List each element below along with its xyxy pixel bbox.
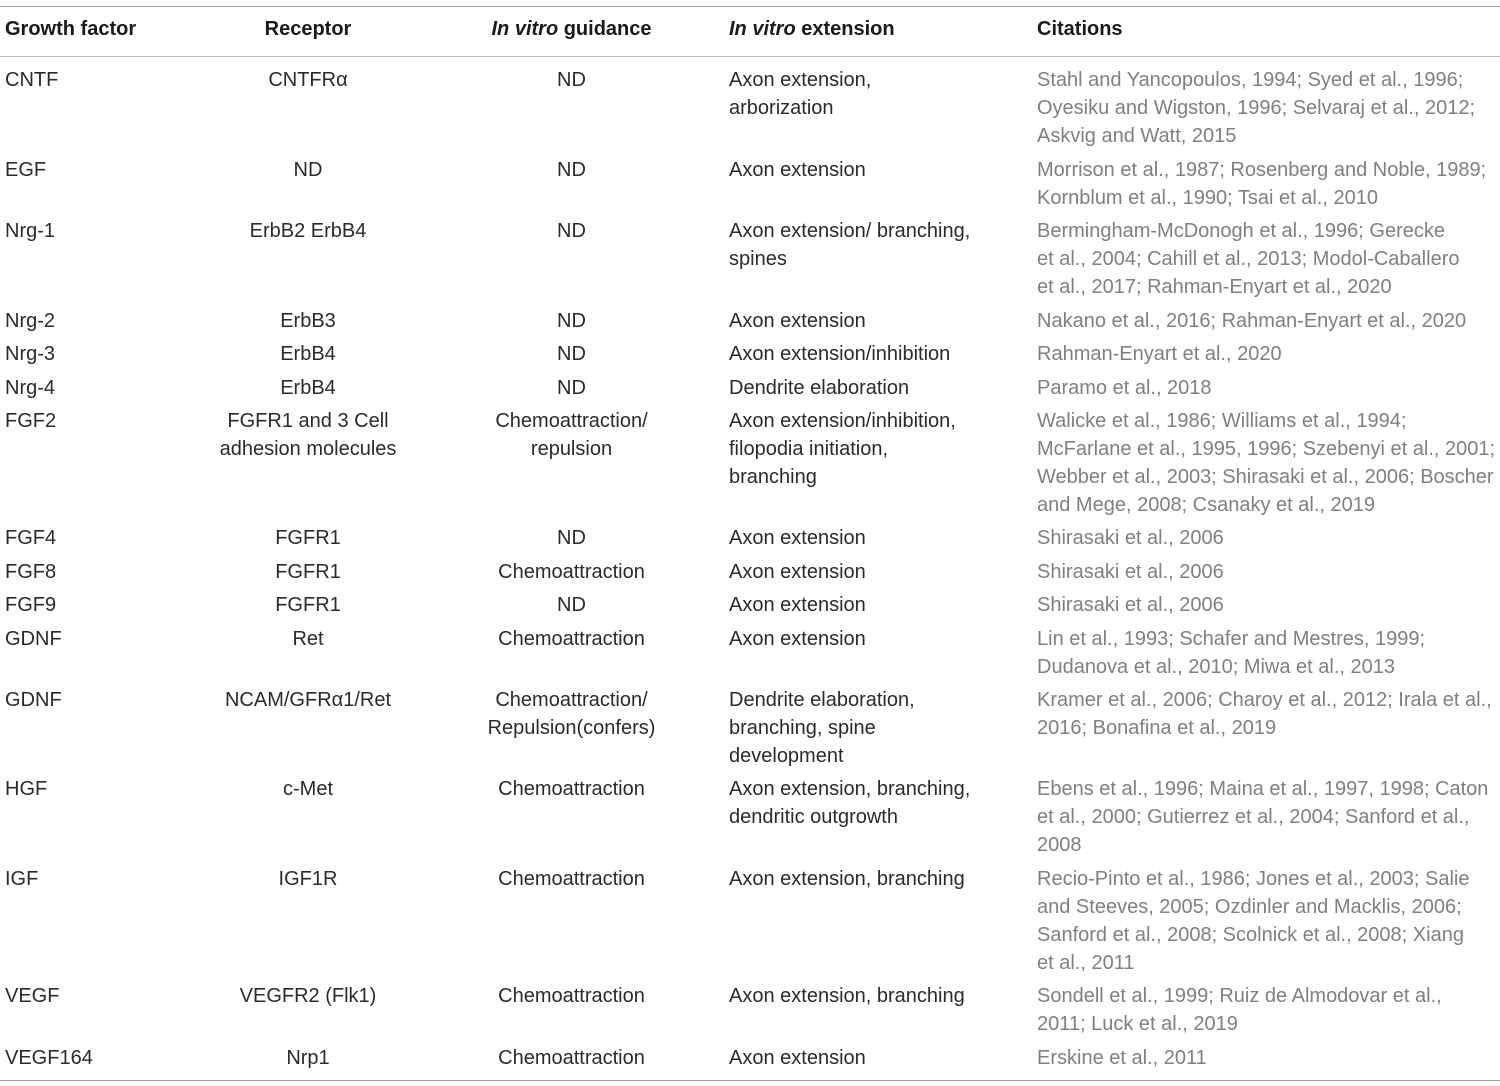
cell-citations: Shirasaki et al., 2006 xyxy=(1037,527,1224,549)
table-top-rule xyxy=(0,6,1500,7)
cell-receptor: ErbB3 xyxy=(280,310,336,332)
cell-receptor: IGF1R xyxy=(278,868,338,890)
cell-guidance: Chemoattraction xyxy=(498,778,645,800)
cell-guidance: ND xyxy=(557,594,586,616)
header-extension-rest: extension xyxy=(795,18,895,40)
cell-extension: Axon extension, branching xyxy=(729,985,965,1007)
header-guidance-italic: In vitro xyxy=(491,18,559,40)
header-rule xyxy=(0,56,1500,57)
cell-extension: Axon extension/inhibition, filopodia initiation, branching xyxy=(729,410,956,488)
cell-receptor: FGFR1 and 3 Cell adhesion molecules xyxy=(219,410,397,460)
cell-extension: Axon extension xyxy=(729,628,866,650)
cell-citations: Sondell et al., 1999; Ruiz de Almodovar et al., 2011; Luck et al., 2019 xyxy=(1037,985,1442,1035)
header-guidance-rest: guidance xyxy=(558,18,652,40)
cell-growth-factor: VEGF164 xyxy=(5,1047,93,1069)
cell-extension: Axon extension xyxy=(729,561,866,583)
cell-extension: Axon extension xyxy=(729,1047,866,1069)
cell-citations: Walicke et al., 1986; Williams et al., 1994; McFarlane et al., 1995, 1996; Szebenyi et al., 2001; Webber et al., 2003; Shirasaki et al., 2006; Boscher and Mege, 2008; Csanaky et al., 2019 xyxy=(1037,410,1496,516)
cell-citations: Shirasaki et al., 2006 xyxy=(1037,594,1224,616)
cell-extension: Dendrite elaboration, branching, spine development xyxy=(729,689,915,767)
cell-growth-factor: VEGF xyxy=(5,985,60,1007)
header-citations: Citations xyxy=(1037,18,1123,40)
cell-receptor: FGFR1 xyxy=(275,594,341,616)
cell-growth-factor: FGF9 xyxy=(5,594,57,616)
cell-extension: Axon extension, arborization xyxy=(729,69,872,119)
cell-citations: Kramer et al., 2006; Charoy et al., 2012; Irala et al., 2016; Bonafina et al., 2019 xyxy=(1037,689,1492,739)
cell-receptor: ErbB4 xyxy=(280,377,336,399)
cell-receptor: ND xyxy=(293,159,323,181)
cell-receptor: Nrp1 xyxy=(286,1047,330,1069)
cell-guidance: ND xyxy=(557,310,586,332)
header-in-vitro-guidance xyxy=(460,15,683,43)
cell-extension: Axon extension xyxy=(729,310,866,332)
cell-guidance: Chemoattraction xyxy=(498,561,645,583)
cell-extension: Axon extension xyxy=(729,594,866,616)
cell-receptor: ErbB2 ErbB4 xyxy=(249,220,367,242)
cell-citations: Rahman-Enyart et al., 2020 xyxy=(1037,343,1282,365)
header-receptor: Receptor xyxy=(264,18,352,40)
table-bottom-rule xyxy=(0,1080,1500,1081)
cell-growth-factor: IGF xyxy=(5,868,39,890)
cell-extension: Axon extension, branching xyxy=(729,868,965,890)
cell-growth-factor: Nrg-3 xyxy=(5,343,56,365)
cell-growth-factor: GDNF xyxy=(5,689,62,711)
cell-guidance: ND xyxy=(557,220,586,242)
cell-extension: Dendrite elaboration xyxy=(729,377,910,399)
cell-citations: Lin et al., 1993; Schafer and Mestres, 1999; Dudanova et al., 2010; Miwa et al., 2013 xyxy=(1037,628,1426,678)
cell-growth-factor: Nrg-2 xyxy=(5,310,56,332)
cell-guidance: Chemoattraction/ repulsion xyxy=(495,410,648,460)
cell-guidance: Chemoattraction xyxy=(498,1047,645,1069)
cell-guidance: Chemoattraction xyxy=(498,868,645,890)
cell-receptor: CNTFRα xyxy=(268,69,348,91)
cell-extension: Axon extension xyxy=(729,159,866,181)
cell-citations: Bermingham-McDonogh et al., 1996; Gerecke et al., 2004; Cahill et al., 2013; Modol-Caballero et al., 2017; Rahman-Enyart et al., 2020 xyxy=(1037,220,1460,298)
cell-citations: Stahl and Yancopoulos, 1994; Syed et al., 1996; Oyesiku and Wigston, 1996; Selvaraj et al., 2012; Askvig and Watt, 2015 xyxy=(1037,69,1476,147)
cell-extension: Axon extension/ branching, spines xyxy=(729,220,971,270)
cell-growth-factor: FGF8 xyxy=(5,561,57,583)
header-extension-italic: In vitro xyxy=(729,18,796,40)
cell-growth-factor: Nrg-4 xyxy=(5,377,56,399)
cell-guidance: ND xyxy=(557,343,586,365)
cell-growth-factor: GDNF xyxy=(5,628,62,650)
cell-growth-factor: FGF4 xyxy=(5,527,57,549)
cell-citations: Ebens et al., 1996; Maina et al., 1997, 1998; Caton et al., 2000; Gutierrez et al., 2004; Sanford et al., 2008 xyxy=(1037,778,1489,856)
cell-guidance: ND xyxy=(557,527,586,549)
cell-guidance: ND xyxy=(557,159,586,181)
cell-receptor: VEGFR2 (Flk1) xyxy=(239,985,377,1007)
cell-growth-factor: Nrg-1 xyxy=(5,220,56,242)
cell-extension: Axon extension/inhibition xyxy=(729,343,951,365)
cell-receptor: NCAM/GFRα1/Ret xyxy=(224,689,392,711)
cell-guidance: Chemoattraction/ Repulsion(confers) xyxy=(487,689,656,739)
cell-extension: Axon extension, branching, dendritic outgrowth xyxy=(729,778,971,828)
cell-receptor: ErbB4 xyxy=(280,343,336,365)
cell-growth-factor: FGF2 xyxy=(5,410,57,432)
cell-guidance: ND xyxy=(557,377,586,399)
cell-growth-factor: CNTF xyxy=(5,69,59,91)
cell-citations: Paramo et al., 2018 xyxy=(1037,377,1212,399)
cell-guidance: Chemoattraction xyxy=(498,985,645,1007)
cell-citations: Erskine et al., 2011 xyxy=(1037,1047,1207,1069)
cell-receptor: FGFR1 xyxy=(275,561,341,583)
cell-citations: Recio-Pinto et al., 1986; Jones et al., 2003; Salie and Steeves, 2005; Ozdinler and Macklis, 2006; Sanford et al., 2008; Scolnick et al., 2008; Xiang et al., 2011 xyxy=(1037,868,1470,974)
cell-receptor: c-Met xyxy=(283,778,333,800)
cell-citations: Nakano et al., 2016; Rahman-Enyart et al., 2020 xyxy=(1037,310,1467,332)
cell-citations: Shirasaki et al., 2006 xyxy=(1037,561,1224,583)
cell-receptor: Ret xyxy=(292,628,324,650)
header-growth-factor: Growth factor xyxy=(5,18,137,40)
cell-receptor: FGFR1 xyxy=(275,527,341,549)
cell-guidance: ND xyxy=(557,69,586,91)
cell-extension: Axon extension xyxy=(729,527,866,549)
header-in-vitro-extension xyxy=(729,15,1019,43)
cell-growth-factor: EGF xyxy=(5,159,47,181)
cell-growth-factor: HGF xyxy=(5,778,48,800)
cell-citations: Morrison et al., 1987; Rosenberg and Noble, 1989; Kornblum et al., 1990; Tsai et al., 2010 xyxy=(1037,159,1487,209)
cell-guidance: Chemoattraction xyxy=(498,628,645,650)
